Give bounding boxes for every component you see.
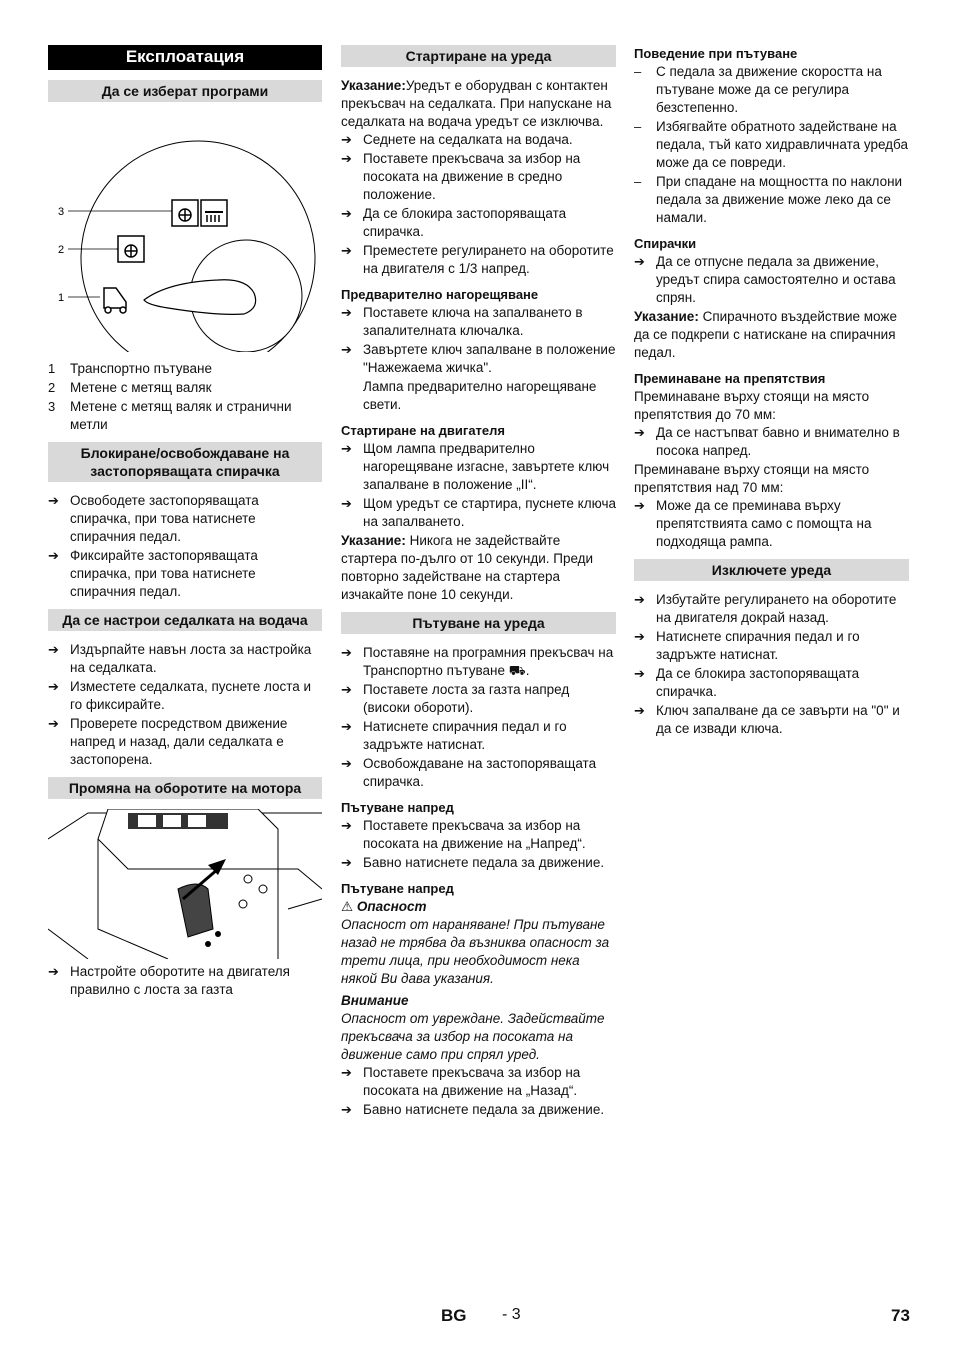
list-item: ➔ Преместете регулирането на оборотите на двигателя с 1/3 напред. (341, 243, 614, 276)
arrow-icon: ➔ (341, 682, 352, 697)
paragraph: Преминаване върху стоящи на място препятствия над 70 мм: (634, 462, 870, 495)
throttle-lever-figure (48, 809, 322, 959)
dash-marker: – (634, 174, 642, 189)
note: Указание:Уредът е оборудван с контактен прекъсвач на седалката. При напускане на седалката на водача уредът се изключва. (341, 78, 612, 129)
arrow-icon: ➔ (341, 645, 352, 660)
arrow-icon: ➔ (48, 548, 59, 563)
list-item: ➔ Поставяне на програмния прекъсвач на Транспортно пътуване ⛟. (341, 645, 614, 678)
list-item: ➔ Бавно натиснете педала за движение. (341, 1102, 605, 1117)
callout-2: 2 (58, 244, 65, 256)
column-2 (341, 45, 616, 1120)
arrow-icon: ➔ (48, 716, 59, 731)
list-item: ➔ Поставете прекъсвача за избор на посоката на движение в средно положение. (341, 151, 581, 202)
legend-item: 2 Метене с метящ валяк (48, 380, 212, 395)
arrow-icon: ➔ (634, 592, 645, 607)
sweep-roller-icon (118, 236, 144, 262)
list-item: ➔ Фиксирайте застопоряващата спирачка, при това натиснете спирачния педал. (48, 548, 258, 599)
arrow-icon: ➔ (634, 254, 645, 269)
arrow-icon: ➔ (341, 206, 352, 221)
arrow-icon: ➔ (634, 666, 645, 681)
note: Лампа предварително нагорещяване свети. (363, 379, 597, 412)
list-item: ➔ Освободете застопоряващата спирачка, при това натиснете спирачния педал. (48, 493, 259, 544)
arrow-icon: ➔ (634, 498, 645, 513)
subheading-obstacles: Преминаване на препятствия (634, 371, 826, 386)
list-item: – Избягвайте обратното задействане на педала, тъй като хидравличната уредба може да се повреди. (634, 119, 908, 170)
arrow-icon: ➔ (341, 151, 352, 166)
subheading-brakes: Спирачки (634, 236, 697, 251)
list-item: ➔ Освобождаване на застопоряващата спирачка. (341, 756, 597, 789)
page-number: 73 (891, 1306, 910, 1325)
list-item: ➔ Ключ запалване да се завърти на "0" и да се извади ключа. (634, 703, 900, 736)
arrow-icon: ➔ (341, 132, 352, 147)
heading-parking-brake: Блокиране/освобождаване на застопоряващата спирачка (48, 442, 322, 482)
list-item: ➔ Поставете прекъсвача за избор на посоката на движение на „Напред“. (341, 818, 586, 851)
heading-start-device: Стартиране на уреда (341, 45, 616, 67)
danger-text: Опасност от нараняване! При пътуване назад не трябва да възниква опасност за трети лица, при необходимост нека някой Ви дава указания. (341, 917, 610, 986)
arrow-icon: ➔ (48, 679, 59, 694)
list-item: ➔ Завъртете ключ запалване в положение "Нажежаема жичка". (341, 342, 616, 375)
note: Указание: Никога не задействайте стартера по-дълго от 10 секунди. Преди повторно задействане на стартера изчакайте поне 10 секунди. (341, 533, 594, 602)
list-item: – При спадане на мощността по наклони педала за движение може леко да се намали. (634, 174, 903, 225)
dash-marker: – (634, 64, 642, 79)
list-item: ➔ Избутайте регулирането на оборотите на двигателя докрай назад. (634, 592, 897, 625)
subheading-reverse: Пътуване напред (341, 881, 454, 896)
list-item: ➔ Поставете лоста за газта напред (високи обороти). (341, 682, 570, 715)
legend-item: 1 Транспортно пътуване (48, 361, 212, 376)
subheading-preheat: Предварително нагорещяване (341, 287, 539, 302)
subheading-driving-behaviour: Поведение при пътуване (634, 46, 798, 61)
danger-label: ⚠ Опасност (341, 899, 427, 914)
callout-1: 1 (58, 292, 65, 304)
heading-shutdown: Изключете уреда (634, 559, 909, 581)
list-item: ➔ Щом уредът се стартира, пуснете ключа на запалването. (341, 496, 616, 529)
list-item: ➔ Издърпайте навън лоста за настройка на седалката. (48, 642, 312, 675)
note: Указание: Спирачното въздействие може да се подкрепи с натискане на спирачния педал. (634, 309, 897, 360)
subheading-forward: Пътуване напред (341, 800, 454, 815)
transport-icon: ⛟ (508, 663, 526, 678)
section-page-number: - 3 (502, 1306, 521, 1323)
arrow-icon: ➔ (341, 305, 352, 320)
arrow-icon: ➔ (341, 243, 352, 258)
arrow-icon: ➔ (48, 493, 59, 508)
language-code: BG (441, 1306, 467, 1325)
dash-marker: – (634, 119, 642, 134)
list-item: ➔ Може да се преминава върху препятствията само с помощта на подходяща рампа. (634, 498, 872, 549)
program-dial-illustration (48, 112, 322, 352)
column-1 (48, 45, 322, 1000)
list-item: ➔ Бавно натиснете педала за движение. (341, 855, 605, 870)
arrow-icon: ➔ (341, 496, 352, 511)
heading-programs: Да се изберат програми (48, 80, 322, 102)
arrow-icon: ➔ (634, 703, 645, 718)
caution-text: Опасност от увреждане. Задействайте прекъсвача за избор на посоката на движение само при спрял уред. (341, 1011, 605, 1062)
caution-label: Внимание (341, 993, 409, 1008)
list-item: ➔ Да се блокира застопоряващата спирачка. (634, 666, 860, 699)
list-item: ➔ Проверете посредством движение напред и назад, дали седалката е застопорена. (48, 716, 288, 767)
list-item: ➔ Да се блокира застопоряващата спирачка. (341, 206, 567, 239)
arrow-icon: ➔ (634, 425, 645, 440)
heading-seat: Да се настрои седалката на водача (48, 609, 322, 631)
arrow-icon: ➔ (341, 1065, 352, 1080)
arrow-icon: ➔ (341, 441, 352, 456)
program-legend (48, 360, 322, 434)
program-selector-figure (48, 112, 322, 352)
list-item: ➔ Натиснете спирачния педал и го задръжте натиснат. (341, 719, 567, 752)
heading-engine-rpm: Промяна на оборотите на мотора (48, 777, 322, 799)
arrow-icon: ➔ (341, 818, 352, 833)
callout-3: 3 (58, 206, 65, 218)
arrow-icon: ➔ (341, 1102, 352, 1117)
list-item: ➔ Да се настъпват бавно и внимателно в посока напред. (634, 425, 900, 458)
legend-item: 3 Метене с метящ валяк и странични метли (48, 399, 292, 432)
list-item: ➔ Да се отпусне педала за движение, уредът спира самостоятелно и остава спрян. (634, 254, 896, 305)
list-item: ➔ Щом лампа предварително нагорещяване изгасне, завъртете ключ запалване в положение „II“. (341, 441, 610, 492)
warning-icon: ⚠ (341, 899, 354, 914)
arrow-icon: ➔ (341, 756, 352, 771)
list-item: ➔ Настройте оборотите на двигателя правилно с лоста за газта (48, 964, 290, 997)
arrow-icon: ➔ (48, 964, 59, 979)
list-item: ➔ Поставете ключа на запалването в запалителната ключалка. (341, 305, 583, 338)
column-3 (634, 45, 909, 739)
list-item: – С педала за движение скоростта на пътуване може да се регулира безстепенно. (634, 64, 882, 115)
arrow-icon: ➔ (48, 642, 59, 657)
arrow-icon: ➔ (341, 719, 352, 734)
list-item: ➔ Изместете седалката, пуснете лоста и го фиксирайте. (48, 679, 312, 712)
arrow-icon: ➔ (341, 342, 352, 357)
paragraph: Преминаване върху стоящи на място препятствия до 70 мм: (634, 389, 870, 422)
subheading-start-engine: Стартиране на двигателя (341, 423, 505, 438)
list-item: ➔ Седнете на седалката на водача. (341, 132, 573, 147)
throttle-lever-illustration (48, 809, 322, 959)
chapter-title: Експлоатация (48, 45, 322, 70)
arrow-icon: ➔ (634, 629, 645, 644)
heading-driving: Пътуване на уреда (341, 612, 616, 634)
list-item: ➔ Поставете прекъсвача за избор на посоката на движение на „Назад“. (341, 1065, 581, 1098)
page-footer (0, 1306, 954, 1330)
arrow-icon: ➔ (341, 855, 352, 870)
list-item: ➔ Натиснете спирачния педал и го задръжте натиснат. (634, 629, 860, 662)
